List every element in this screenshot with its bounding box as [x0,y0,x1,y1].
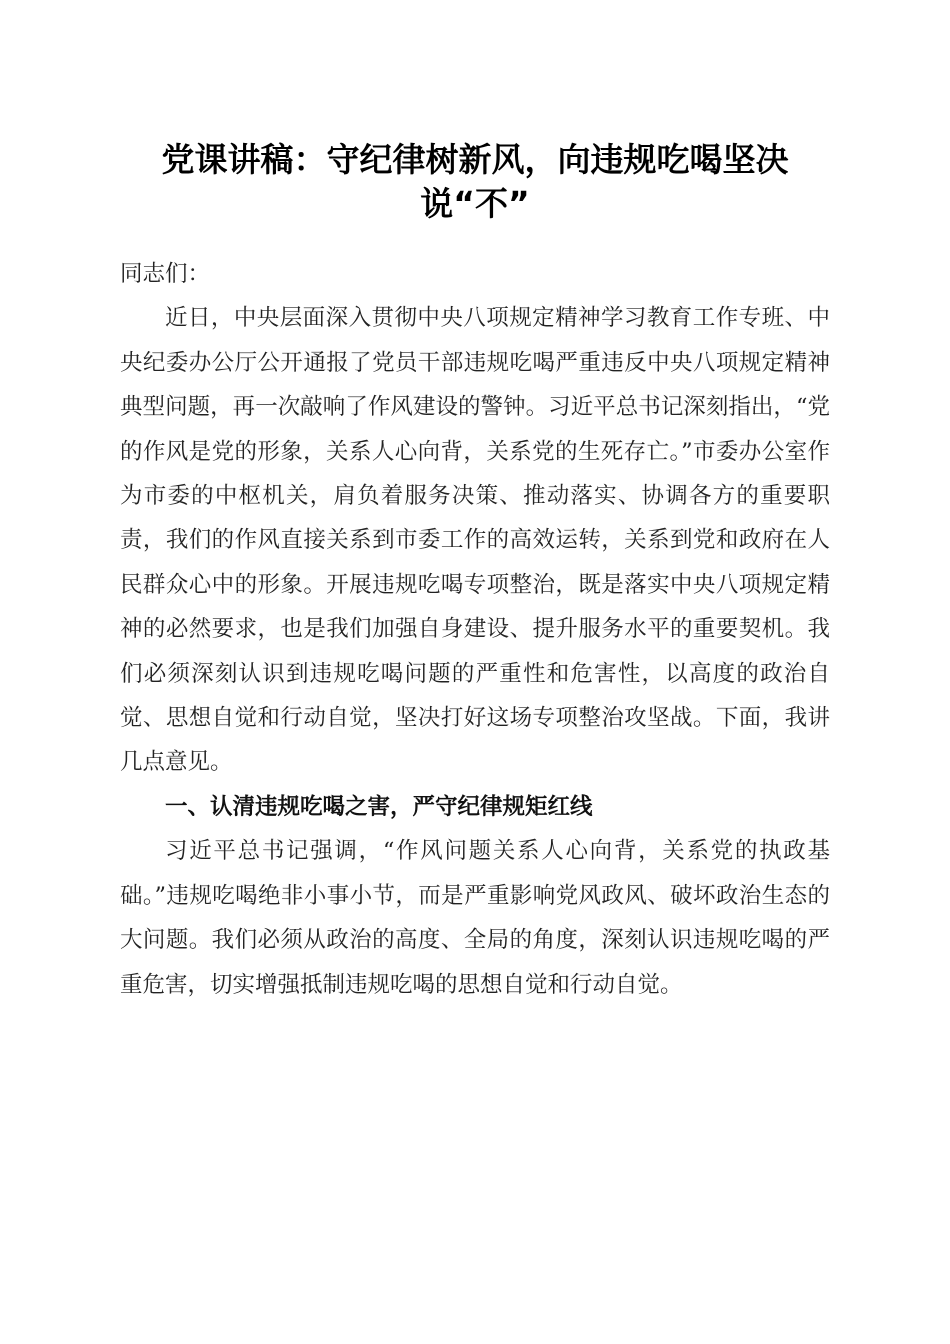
paragraph-1: 近日，中央层面深入贯彻中央八项规定精神学习教育工作专班、中央纪委办公厅公开通报了党员干部违规吃喝严重违反中央八项规定精神典型问题，再一次敲响了作风建设的警钟。习近平总书记深刻指出，“党的作风是党的形象，关系人心向背，关系党的生死存亡。”市委办公室作为市委的中枢机关，肩负着服务决策、推动落实、协调各方的重要职责，我们的作风直接关系到市委工作的高效运转，关系到党和政府在人民群众心中的形象。开展违规吃喝专项整治，既是落实中央八项规定精神的必然要求，也是我们加强自身建设、提升服务水平的重要契机。我们必须深刻认识到违规吃喝问题的严重性和危害性，以高度的政治自觉、思想自觉和行动自觉，坚决打好这场专项整治攻坚战。下面，我讲几点意见。 [120,305,830,776]
section-heading-1: 一、认清违规吃喝之害，严守纪律规矩红线 [165,793,593,820]
title-line-1: 党课讲稿：守纪律树新风，向违规吃喝坚决 [161,140,789,179]
paragraph-2: 习近平总书记强调，“作风问题关系人心向背，关系党的执政基础。”违规吃喝绝非小事小节，而是严重影响党风政风、破坏政治生态的大问题。我们必须从政治的高度、全局的角度，深刻认识违规吃喝的严重危害，切实增强抵制违规吃喝的思想自觉和行动自觉。 [120,838,830,998]
document-body [120,252,830,1007]
title-line-2: 说“不” [420,184,530,223]
greeting: 同志们： [120,261,211,287]
document-title [110,138,840,226]
